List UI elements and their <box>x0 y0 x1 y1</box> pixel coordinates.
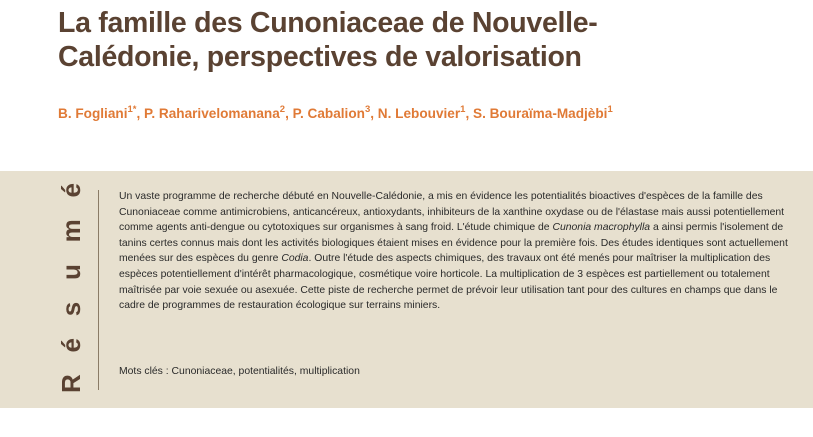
abstract-genus-name: Codia <box>281 253 309 265</box>
author-name: N. Lebouvier <box>377 106 461 121</box>
author-separator: , <box>465 106 473 121</box>
abstract-side-label-svg <box>54 181 90 395</box>
abstract-side-label <box>54 181 90 395</box>
author-affiliation: 2 <box>279 104 286 115</box>
author-separator: , <box>370 106 378 121</box>
author-name: S. Bouraïma-Madjèbi <box>473 106 608 121</box>
abstract-body <box>119 189 789 314</box>
article-title-line-2: Calédonie, perspectives de valorisation <box>58 41 582 73</box>
abstract-text-part-3: . Outre l'étude des aspects chimiques, des travaux ont été menés pour maîtriser la multiplication des espèces potentiellement d'intérêt pharmacologique, cosmétique voire horticole. La multiplication de 3 espèces est partiellement ou totalement maîtrisée par voie sexuée ou asexuée. Cette piste de recherche permet de prévoir leur utilisation tant pour des cultures en champs que dans le cadre de programmes de restauration écologique sur terrains miniers. <box>119 253 778 312</box>
author-affiliation: 1 <box>460 104 466 115</box>
author-name: P. Raharivelomanana <box>144 106 280 121</box>
abstract-species-name: Cunonia macrophylla <box>552 222 651 234</box>
author-list <box>58 105 808 123</box>
abstract-text-part-2: a ainsi permis l'isolement de tanins certes connus mais dont les activités biologiques étaient mises en évidence pour la première fois. Des études identiques sont actuellement menées sur des espèces du genre <box>119 222 788 265</box>
abstract-keywords: Mots clés : Cunoniaceae, potentialités, multiplication <box>119 366 360 377</box>
abstract-divider <box>98 190 99 390</box>
author-affiliation: 3 <box>364 104 371 115</box>
article-title <box>58 6 798 74</box>
author-affiliation: 1 <box>607 104 613 115</box>
author-separator: , <box>136 106 145 121</box>
abstract-text-part-1: Un vaste programme de recherche débuté en Nouvelle-Calédonie, a mis en évidence les potentialités bioactives d'espèces de la famille des Cunoniaceae comme antimicrobiens, anticancéreux, antioxydants, inhibiteurs de la xanthine oxydase ou de l'élastase mais aussi potentiellement comme agents anti-dengue ou cytotoxiques sur organismes à sang froid. L'étude chimique de <box>119 191 785 234</box>
author-separator: , <box>285 106 293 121</box>
abstract-side-label-text: Résumé <box>56 183 86 393</box>
author-affiliation: 1* <box>127 104 137 115</box>
author-name: P. Cabalion <box>292 106 365 121</box>
article-title-line-1: La famille des Cunoniaceae de Nouvelle- <box>58 7 598 39</box>
author-name: B. Fogliani <box>58 106 128 121</box>
